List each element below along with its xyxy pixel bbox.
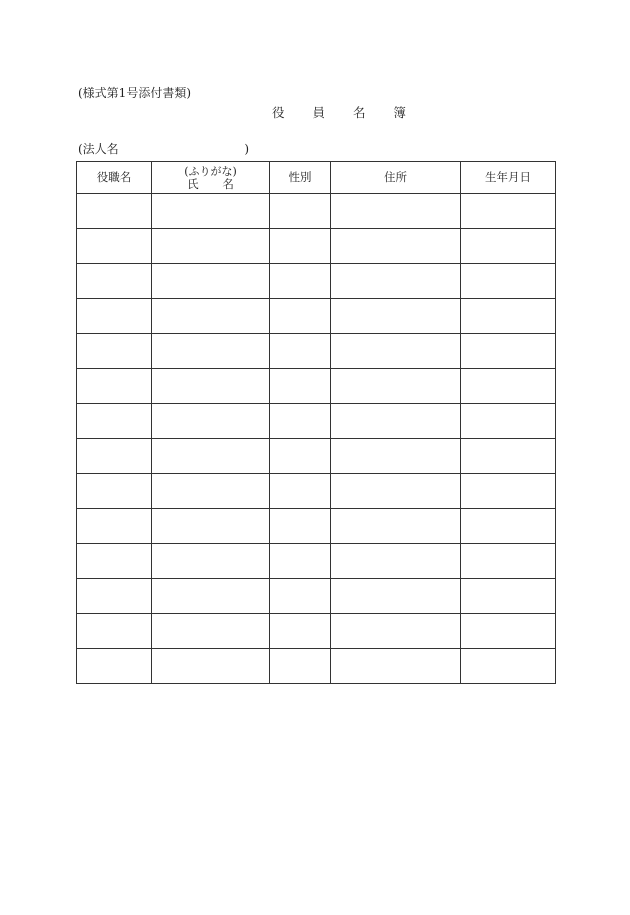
table-row (77, 264, 556, 299)
officer-roster-table (76, 161, 556, 684)
cell-position[interactable] (77, 439, 152, 474)
cell-birthdate[interactable] (461, 229, 556, 264)
cell-birthdate[interactable] (461, 194, 556, 229)
cell-birthdate[interactable] (461, 544, 556, 579)
cell-birthdate[interactable] (461, 579, 556, 614)
cell-gender[interactable] (270, 229, 331, 264)
header-address: 住所 (331, 162, 461, 194)
cell-birthdate[interactable] (461, 509, 556, 544)
cell-name[interactable] (152, 334, 270, 369)
cell-name[interactable] (152, 299, 270, 334)
header-position: 役職名 (77, 162, 152, 194)
cell-gender[interactable] (270, 334, 331, 369)
cell-gender[interactable] (270, 614, 331, 649)
table-row (77, 614, 556, 649)
cell-address[interactable] (331, 579, 461, 614)
cell-position[interactable] (77, 474, 152, 509)
cell-address[interactable] (331, 334, 461, 369)
corporation-name-line (78, 140, 249, 157)
table-row (77, 334, 556, 369)
cell-address[interactable] (331, 264, 461, 299)
cell-birthdate[interactable] (461, 334, 556, 369)
cell-gender[interactable] (270, 579, 331, 614)
cell-name[interactable] (152, 474, 270, 509)
cell-name[interactable] (152, 649, 270, 684)
cell-birthdate[interactable] (461, 474, 556, 509)
cell-position[interactable] (77, 194, 152, 229)
corporation-label: (法人名 (78, 142, 119, 156)
cell-position[interactable] (77, 299, 152, 334)
cell-name[interactable] (152, 614, 270, 649)
cell-gender[interactable] (270, 509, 331, 544)
cell-name[interactable] (152, 264, 270, 299)
table-row (77, 509, 556, 544)
cell-position[interactable] (77, 509, 152, 544)
cell-address[interactable] (331, 369, 461, 404)
cell-address[interactable] (331, 404, 461, 439)
table-header-row (77, 162, 556, 194)
cell-address[interactable] (331, 439, 461, 474)
cell-position[interactable] (77, 579, 152, 614)
header-gender: 性別 (270, 162, 331, 194)
cell-gender[interactable] (270, 299, 331, 334)
header-birthdate: 生年月日 (461, 162, 556, 194)
cell-birthdate[interactable] (461, 404, 556, 439)
cell-birthdate[interactable] (461, 439, 556, 474)
cell-position[interactable] (77, 264, 152, 299)
cell-name[interactable] (152, 369, 270, 404)
cell-gender[interactable] (270, 194, 331, 229)
table-body (77, 194, 556, 684)
cell-address[interactable] (331, 614, 461, 649)
cell-gender[interactable] (270, 474, 331, 509)
table-row (77, 404, 556, 439)
table-row (77, 229, 556, 264)
cell-name[interactable] (152, 404, 270, 439)
cell-position[interactable] (77, 369, 152, 404)
cell-name[interactable] (152, 579, 270, 614)
cell-position[interactable] (77, 334, 152, 369)
header-name-reading: (ふりがな) (184, 164, 237, 178)
cell-birthdate[interactable] (461, 614, 556, 649)
cell-position[interactable] (77, 614, 152, 649)
cell-address[interactable] (331, 194, 461, 229)
cell-address[interactable] (331, 509, 461, 544)
cell-gender[interactable] (270, 369, 331, 404)
cell-position[interactable] (77, 649, 152, 684)
header-name-label: 氏 名 (187, 176, 244, 191)
cell-gender[interactable] (270, 439, 331, 474)
cell-gender[interactable] (270, 649, 331, 684)
cell-address[interactable] (331, 474, 461, 509)
cell-name[interactable] (152, 229, 270, 264)
table-row (77, 194, 556, 229)
cell-name[interactable] (152, 509, 270, 544)
cell-address[interactable] (331, 299, 461, 334)
cell-birthdate[interactable] (461, 299, 556, 334)
cell-position[interactable] (77, 544, 152, 579)
table-row (77, 649, 556, 684)
table-row (77, 439, 556, 474)
cell-gender[interactable] (270, 544, 331, 579)
cell-address[interactable] (331, 649, 461, 684)
cell-name[interactable] (152, 439, 270, 474)
document-title: 役 員 名 簿 (272, 105, 418, 120)
cell-position[interactable] (77, 229, 152, 264)
cell-position[interactable] (77, 404, 152, 439)
cell-birthdate[interactable] (461, 264, 556, 299)
header-name (152, 162, 270, 194)
cell-birthdate[interactable] (461, 649, 556, 684)
corporation-close-paren: ) (244, 142, 250, 156)
cell-address[interactable] (331, 544, 461, 579)
table-row (77, 544, 556, 579)
cell-birthdate[interactable] (461, 369, 556, 404)
form-label: (様式第1号添付書類) (78, 86, 191, 100)
table-row (77, 369, 556, 404)
cell-name[interactable] (152, 544, 270, 579)
table-row (77, 299, 556, 334)
cell-name[interactable] (152, 194, 270, 229)
cell-gender[interactable] (270, 404, 331, 439)
cell-gender[interactable] (270, 264, 331, 299)
table-row (77, 579, 556, 614)
table-row (77, 474, 556, 509)
cell-address[interactable] (331, 229, 461, 264)
